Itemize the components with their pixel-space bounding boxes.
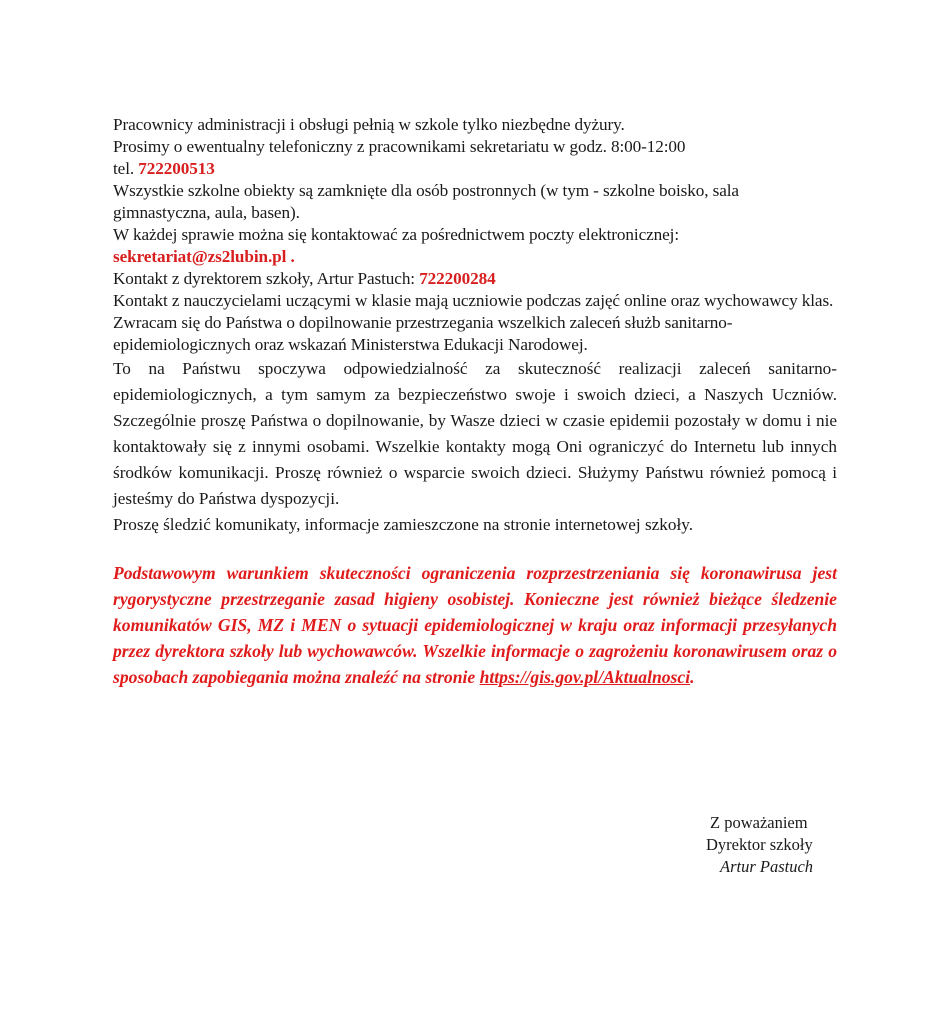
secretariat-email-link[interactable]: sekretariat@zs2lubin.pl [113,247,287,266]
signature-title: Dyrektor szkoły [706,835,813,854]
phone-contact-line: Prosimy o ewentualny telefoniczny z pracownikami sekretariatu w godz. 8:00-12:00 [113,137,686,156]
warning-suffix: . [690,667,695,687]
email-contact-line: W każdej sprawie można się kontaktować za pośrednictwem poczty elektronicznej: [113,225,680,244]
hygiene-warning-block [113,560,837,690]
tel-label: tel. [113,159,139,178]
secretariat-phone-number[interactable]: 722200513 [138,159,215,178]
secretariat-phone-line [113,158,837,180]
staff-duty-line: Pracownicy administracji i obsługi pełnią w szkole tylko niezbędne dyżury. [113,115,625,134]
signature-name: Artur Pastuch [720,857,814,876]
intro-block [113,114,837,356]
director-phone-number[interactable]: 722200284 [419,269,496,288]
warning-text: Podstawowym warunkiem skuteczności ograniczenia rozprzestrzeniania się koronawirusa jest rygorystyczne przestrzeganie zasad higieny osobistej. Konieczne jest również bieżące śledzenie komunikatów GIS, MZ i MEN o sytuacji epidemiologicznej w kraju oraz informacji przesyłanych przez dyrektora szkoły lub wychowawców. Wszelkie informacje o zagrożeniu koronawirusem oraz o sposobach zapobiegania można znaleźć na stronie [113,563,837,687]
letter-body [113,114,837,690]
follow-website-line: Proszę śledzić komunikaty, informacje zamieszczone na stronie internetowej szkoły. [113,515,694,534]
email-suffix: . [286,247,295,266]
signature-greeting: Z poważaniem [710,813,808,832]
email-line [113,246,837,268]
teacher-contact-line: Kontakt z nauczycielami uczącymi w klasie mają uczniowie podczas zajęć online oraz wychowawcy klas. [113,291,834,310]
responsibility-block [113,356,837,538]
closed-facilities-line: Wszystkie szkolne obiekty są zamknięte dla osób postronnych (w tym - szkolne boisko, sala gimnastyczna, aula, basen). [113,181,739,222]
gis-link[interactable]: https://gis.gov.pl/Aktualnosci [479,667,691,687]
signature-block [706,812,813,878]
director-contact-line [113,268,837,290]
director-label: Kontakt z dyrektorem szkoły, Artur Pastuch: [113,269,420,288]
responsibility-paragraph: To na Państwu spoczywa odpowiedzialność za skuteczność realizacji zaleceń sanitarno-epidemiologicznych, a tym samym za bezpieczeństwo swoje i swoich dzieci, a Naszych Uczniów. Szczególnie proszę Państwa o dopilnowanie, by Wasze dzieci w czasie epidemii pozostały w domu i nie kontaktowały się z innymi osobami. Wszelkie kontakty mogą Oni ograniczyć do Internetu lub innych środków komunikacji. Proszę również o wsparcie swoich dzieci. Służymy Państwu również pomocą i jesteśmy do Państwa dyspozycji. [113,359,837,508]
request-line: Zwracam się do Państwa o dopilnowanie przestrzegania wszelkich zaleceń służb sanitarno-epidemiologicznych oraz wskazań Ministerstwa Edukacji Narodowej. [113,313,733,354]
